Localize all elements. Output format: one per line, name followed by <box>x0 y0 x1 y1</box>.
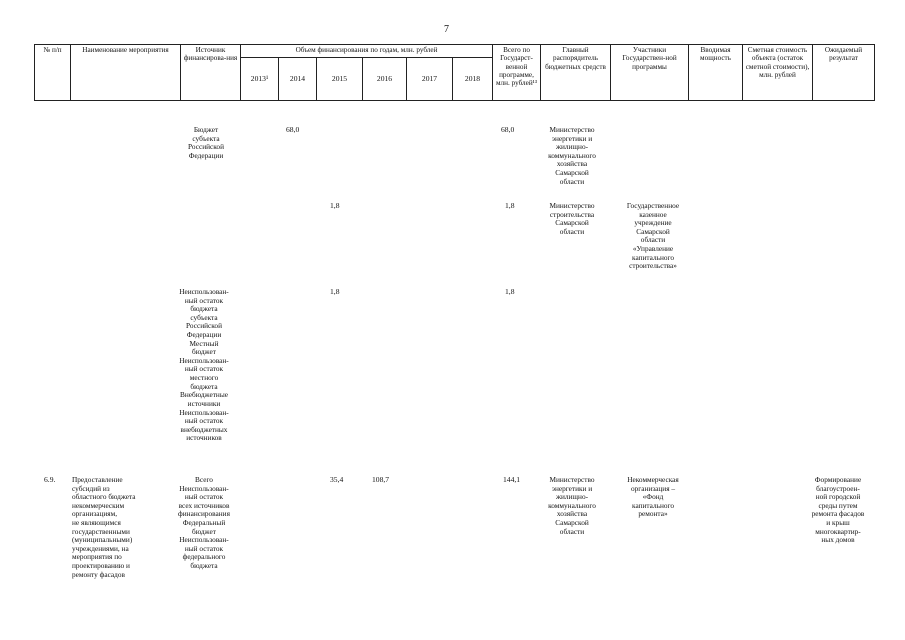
header-result: Ожидаемый результат <box>813 45 875 101</box>
row-0-manager: Министерство энергетики и жилищно- коммунального хозяйства Самарской области <box>548 125 596 186</box>
row-3-y2015: 35,4 <box>330 475 344 484</box>
row-2-y2015: 1,8 <box>330 287 340 296</box>
row-1-y2015: 1,8 <box>330 201 340 210</box>
header-source: Источник финансирова-ния <box>181 45 241 101</box>
header-year-2017: 2017 <box>407 58 453 101</box>
header-name: Наименование мероприятия <box>71 45 181 101</box>
row-3-participant: Некоммерческая организация – «Фонд капитального ремонта» <box>627 475 679 519</box>
row-0-y2014: 68,0 <box>286 125 300 134</box>
row-1-total: 1,8 <box>505 201 515 210</box>
table-header <box>34 44 875 101</box>
page-number: 7 <box>444 24 449 35</box>
row-3-source: Всего Неиспользован- ный остаток всех источников финансирования Федеральный бюджет Неиспользован- ный остаток федерального бюджета <box>178 475 230 571</box>
row-3-manager: Министерство энергетики и жилищно- коммунального хозяйства Самарской области <box>548 475 596 536</box>
row-3-result: Формирование благоустроен- ной городской среды путем ремонта фасадов и крыш многоквартир- ных домов <box>811 475 865 545</box>
header-main-manager: Главный распорядитель бюджетных средств <box>541 45 611 101</box>
header-num: № п/п <box>35 45 71 101</box>
row-3-num: 6.9. <box>44 475 56 484</box>
header-funding-title: Объем финансирования по годам, млн. рублей <box>241 45 493 58</box>
row-2-source: Неиспользован- ный остаток бюджета субъекта Российской Федерации Местный бюджет Неиспользован- ный остаток местного бюджета Внебюджетные источники Неиспользован- ный остаток внебюджетных источников <box>179 287 229 443</box>
header-year-2016: 2016 <box>363 58 407 101</box>
header-year-2013: 2013¹ <box>241 58 279 101</box>
row-0-source: Бюджет субъекта Российской Федерации <box>188 125 224 160</box>
header-total: Всего по Государст-венной программе, млн. рублей¹³ <box>493 45 541 101</box>
header-year-2014: 2014 <box>279 58 317 101</box>
row-1-manager: Министерство строительства Самарской области <box>549 201 595 236</box>
row-0-total: 68,0 <box>501 125 515 134</box>
header-year-2018: 2018 <box>453 58 493 101</box>
row-3-y2016: 108,7 <box>372 475 390 484</box>
row-2-total: 1,8 <box>505 287 515 296</box>
header-capacity: Вводимая мощность <box>689 45 743 101</box>
row-3-total: 144,1 <box>503 475 521 484</box>
row-1-participant: Государственное казенное учреждение Самарской области «Управление капитального строительства» <box>626 201 680 271</box>
header-estimate: Сметная стоимость объекта (остаток сметной стоимости), млн. рублей <box>743 45 813 101</box>
row-3-name: Предоставление субсидий из областного бюджета некоммерческим организациям, не являющимся государственными (муниципальными) учреждениями, на мероприятия по проектированию и ремонту фасадов <box>72 475 136 579</box>
header-participants: Участники Государствен-ной программы <box>611 45 689 101</box>
header-year-2015: 2015 <box>317 58 363 101</box>
